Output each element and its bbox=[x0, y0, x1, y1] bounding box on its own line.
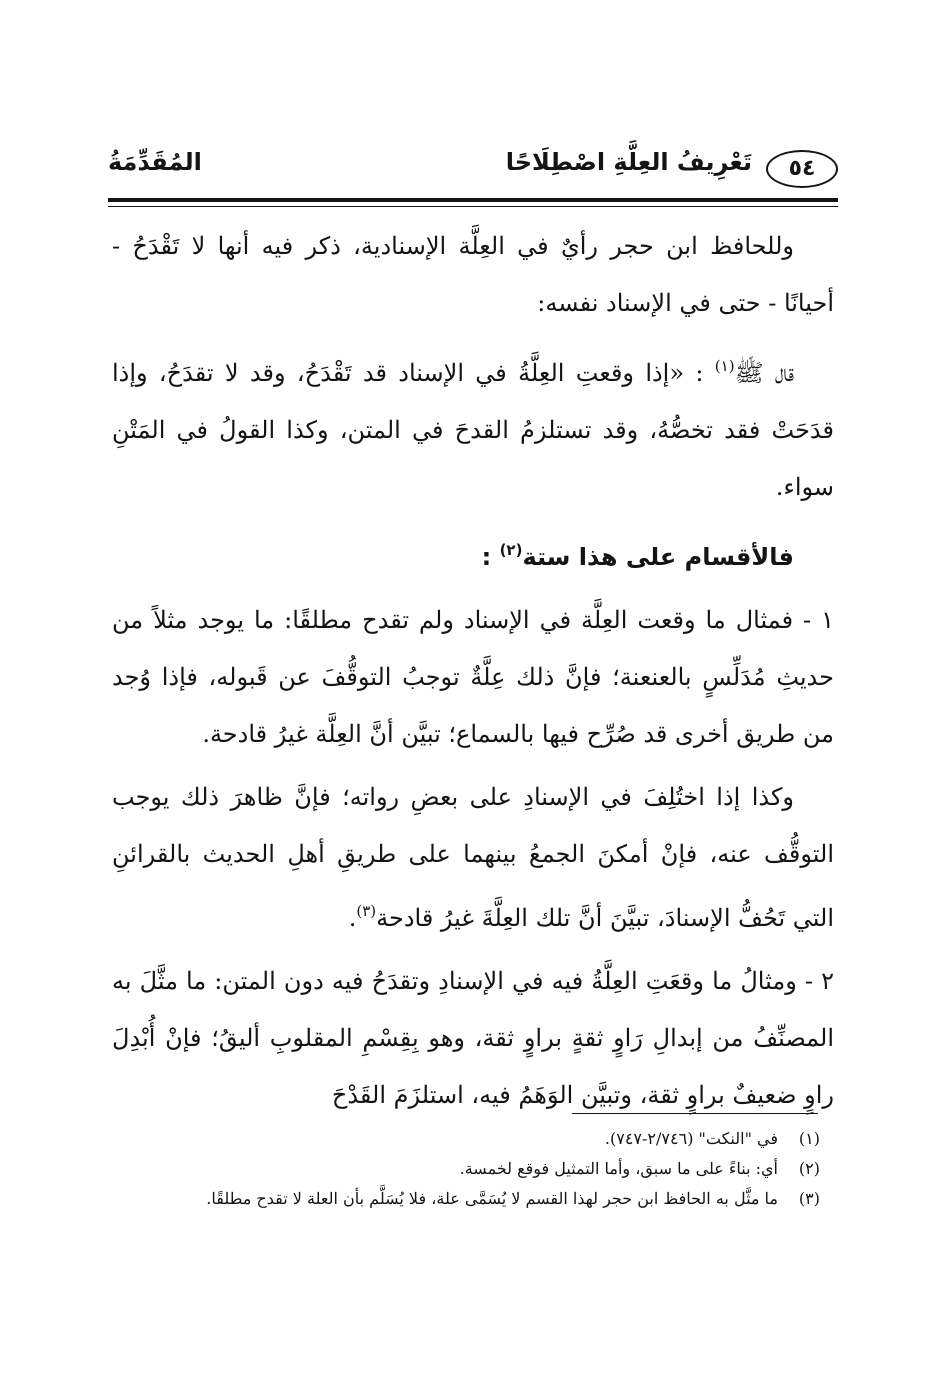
paragraph-2-quote: : «إذا وقعتِ العِلَّةُ في الإسناد قد تَقْدَحُ، وقد لا تقدَحُ، وإذا قدَحَتْ فقد تخصُّهُ، وقد تستلزمُ القدحَ في المتن، وكذا القولُ في المَتْنِ سواء. bbox=[112, 359, 834, 501]
paragraph-5 bbox=[112, 769, 834, 947]
paragraph-2-start: قال ﷺ bbox=[734, 359, 794, 387]
paragraph-5-end: . bbox=[348, 904, 357, 932]
footnote-number: (١) bbox=[798, 1129, 820, 1148]
main-text bbox=[112, 218, 834, 1130]
footnote-3 bbox=[112, 1184, 820, 1214]
header-rule-thin bbox=[108, 206, 838, 207]
footnote-ref-3: (٣) bbox=[356, 902, 377, 920]
page-number: ٥٤ bbox=[766, 150, 838, 188]
footnote-number: (٣) bbox=[798, 1189, 820, 1208]
running-title: تَعْرِيفُ العِلَّةِ اصْطِلَاحًا bbox=[505, 148, 752, 176]
footnote-text: في "النكت" (٢/٧٤٦-٧٤٧). bbox=[604, 1129, 778, 1148]
paragraph-5-text: وكذا إذا اختُلِفَ في الإسنادِ على بعضِ رواته؛ فإنَّ ظاهرَ ذلك يوجب التوقُّف عنه، فإنْ أمكنَ الجمعُ بينهما على طريقِ أهلِ الحديث بالقرائنِ التي تَحُفُّ الإسنادَ، تبيَّنَ أنَّ تلك العِلَّةَ غيرُ قادحة bbox=[112, 783, 834, 932]
footnote-1 bbox=[112, 1124, 820, 1154]
paragraph-4: ١ - فمثال ما وقعت العِلَّة في الإسناد ولم تقدح مطلقًا: ما يوجد مثلاً من حديثِ مُدَلِّسٍ بالعنعنة؛ فإنَّ ذلك عِلَّةٌ توجبُ التوقُّفَ عن قَبوله، فإذا وُجد من طريق أخرى قد صُرِّح فيها بالسماع؛ تبيَّن أنَّ العِلَّة غيرُ قادحة. bbox=[112, 606, 834, 748]
footnote-separator bbox=[572, 1113, 818, 1114]
paragraph-6: ٢ - ومثالُ ما وقعَتِ العِلَّةُ فيه في الإسنادِ وتقدَحُ فيه دون المتن: ما مثَّلَ به المصنِّفُ من إبدالِ رَاوٍ ثقةٍ براوٍ ثقة، وهو بِقِسْمِ المقلوبِ أليقُ؛ فإنْ أُبْدِلَ راوٍ ضعيفٌ براوٍ ثقة، وتبيَّن الوَهَمُ فيه، استلزَمَ القَدْحَ bbox=[112, 967, 834, 1109]
footnote-ref-2: (٢) bbox=[499, 541, 523, 559]
page-header bbox=[108, 138, 838, 198]
paragraph-3-heading bbox=[112, 522, 834, 586]
section-title: المُقَدِّمَةُ bbox=[108, 148, 202, 176]
paragraph-2 bbox=[112, 338, 834, 516]
footnote-2 bbox=[112, 1154, 820, 1184]
footnote-text: أي: بناءً على ما سبق، وأما التمثيل فوقع لخمسة. bbox=[459, 1159, 778, 1178]
divisions-heading: فالأقسام على هذا ستة bbox=[522, 543, 794, 571]
footnote-number: (٢) bbox=[798, 1159, 820, 1178]
heading-colon: : bbox=[481, 543, 492, 571]
header-rule-thick bbox=[108, 198, 838, 202]
footnote-ref-1: (١) bbox=[714, 357, 735, 375]
paragraph-1: وللحافظ ابن حجر رأيٌ في العِلَّة الإسنادية، ذكر فيه أنها لا تَقْدَحُ - أحيانًا - حتى في الإسناد نفسه: bbox=[112, 232, 834, 317]
footnote-text: ما مثَّل به الحافظ ابن حجر لهذا القسم لا يُسَمَّى علة، فلا يُسَلَّم بأن العلة لا تقدح مطلقًا. bbox=[206, 1189, 778, 1208]
footnotes bbox=[112, 1124, 820, 1214]
